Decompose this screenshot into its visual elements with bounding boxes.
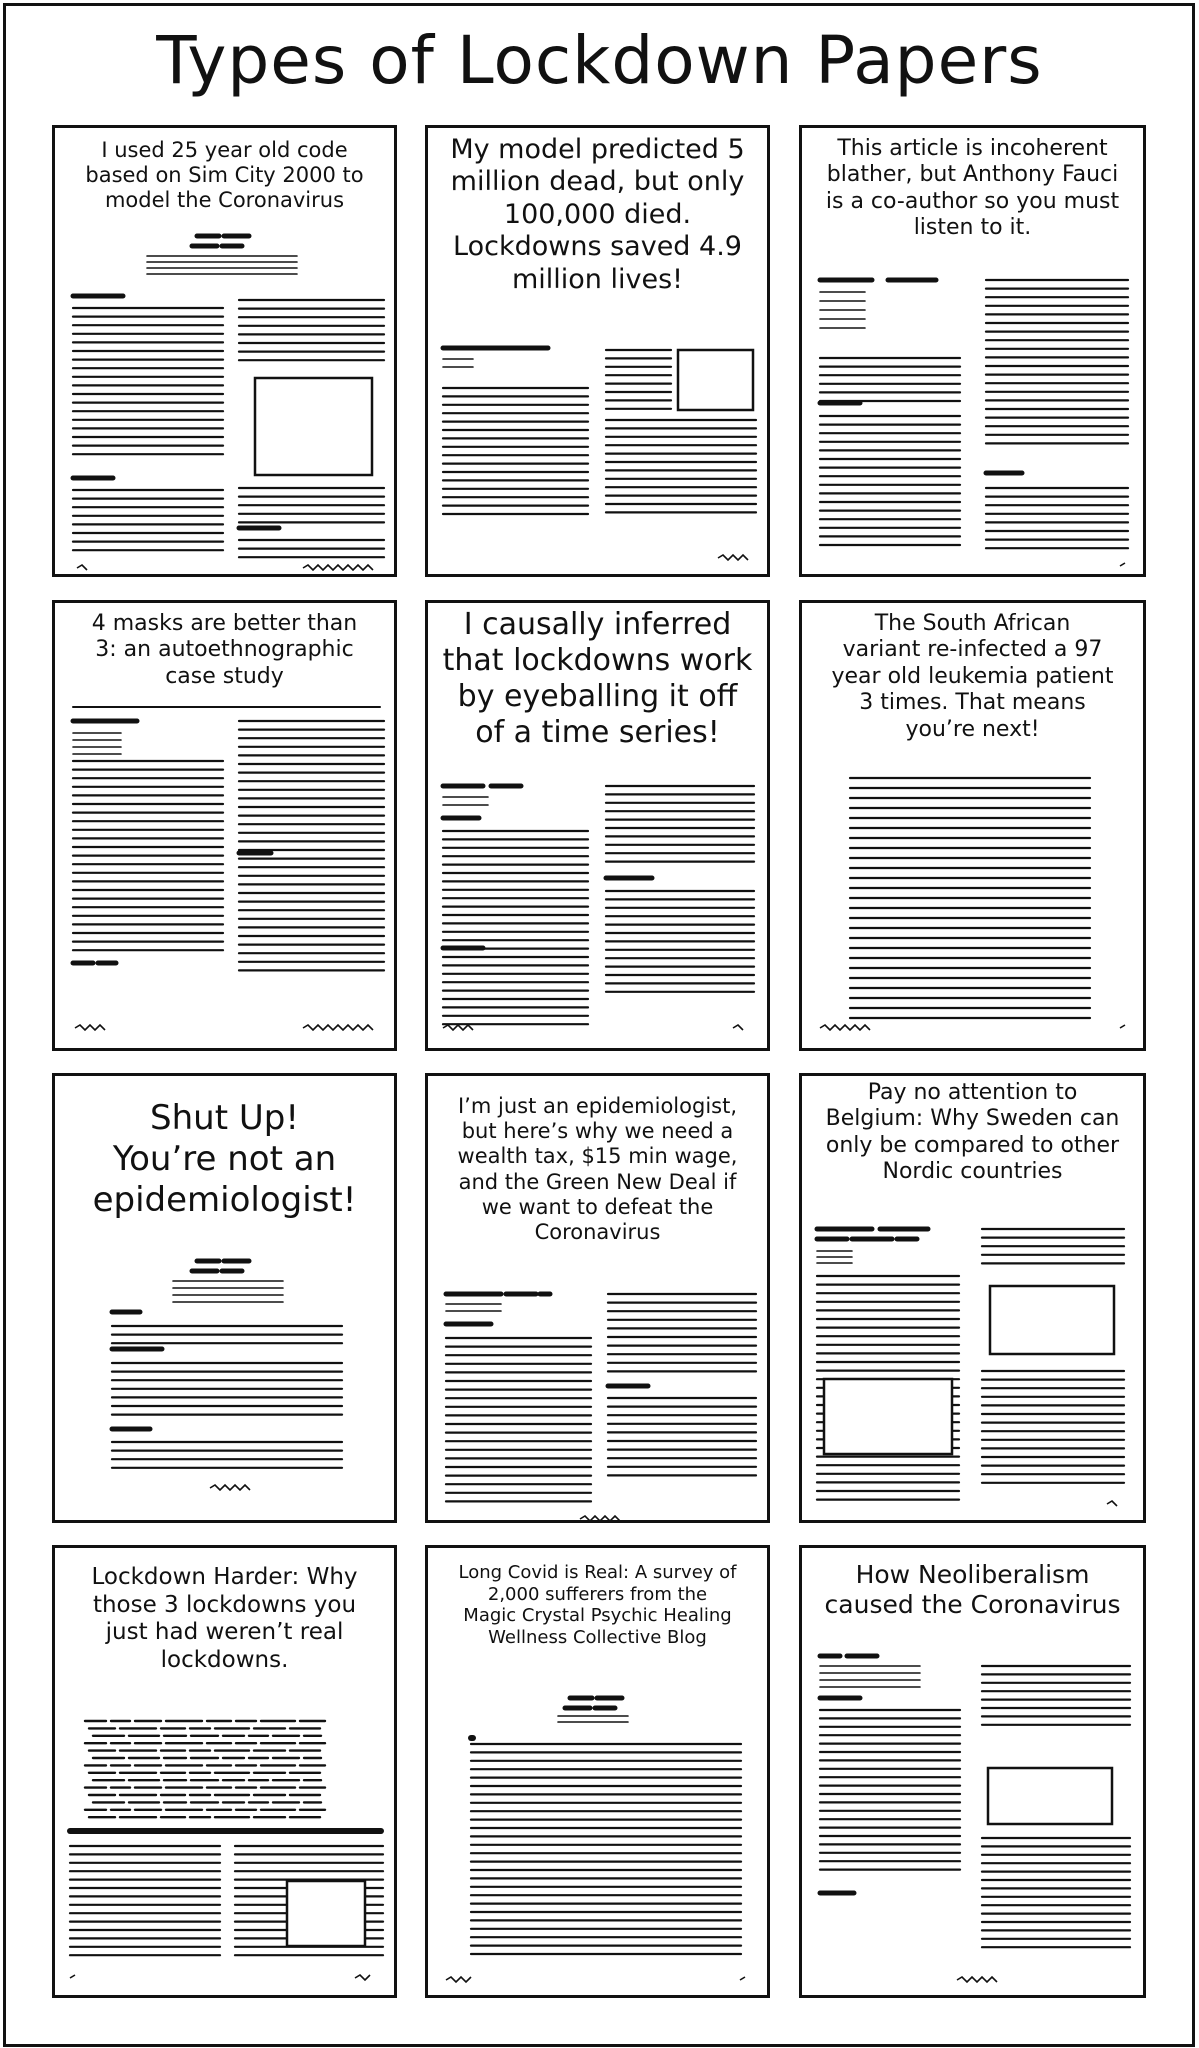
page-number-scribble: [75, 1025, 105, 1030]
figure-box: [824, 1379, 952, 1454]
page-number-scribble: [1120, 1025, 1125, 1028]
panel-title: Lockdown Harder: Why those 3 lockdowns you just had weren’t real lockdowns.: [91, 1564, 358, 1673]
page-number-scribble: [733, 1025, 743, 1030]
panel-title: My model predicted 5 million dead, but only 100,000 died. Lockdowns saved 4.9 million lives!: [450, 134, 745, 295]
page-number-scribble: [580, 1516, 620, 1520]
panel-title: 4 masks are better than 3: an autoethnographic case study: [91, 611, 358, 689]
panel-title: I causally inferred that lockdowns work by eyeballing it off of a time series!: [442, 607, 753, 750]
page-number-scribble: [1107, 1501, 1117, 1506]
page-number-scribble: [1120, 563, 1125, 566]
panel-wealth-tax: [425, 1073, 770, 1523]
page-number-scribble: [355, 1975, 370, 1980]
panel-title: How Neoliberalism caused the Coronavirus: [824, 1560, 1121, 1619]
page-number-scribble: [77, 565, 87, 570]
page-number-scribble: [718, 555, 748, 560]
panel-lives-saved: [425, 125, 770, 577]
figure-box: [988, 1768, 1112, 1824]
panel-south-african-variant: [799, 600, 1146, 1051]
panel-time-series: [425, 600, 770, 1051]
panel-neoliberalism: [799, 1545, 1146, 1998]
page-number-scribble: [820, 1025, 870, 1030]
panel-four-masks: [52, 600, 397, 1051]
panel-shut-up: [52, 1073, 397, 1523]
page-number-scribble: [740, 1977, 745, 1980]
figure-box: [678, 350, 753, 410]
panel-title: Shut Up! You’re not an epidemiologist!: [92, 1098, 357, 1220]
panel-title: I used 25 year old code based on Sim City 2000 to model the Coronavirus: [85, 138, 364, 213]
page-number-scribble: [210, 1485, 250, 1490]
panel-long-covid: [425, 1545, 770, 1998]
figure-box: [990, 1286, 1114, 1354]
panel-title: Pay no attention to Belgium: Why Sweden can only be compared to other Nordic countries: [825, 1080, 1120, 1185]
page-number-scribble: [70, 1975, 75, 1978]
page-number-scribble: [443, 1025, 473, 1030]
page-number-scribble: [446, 1977, 471, 1982]
panel-title: This article is incoherent blather, but Anthony Fauci is a co-author so you must listen to it.: [825, 136, 1120, 241]
figure-box: [255, 378, 372, 475]
panel-title: I’m just an epidemiologist, but here’s why we need a wealth tax, $15 min wage, and the Green New Deal if we want to defeat the Coronavirus: [457, 1094, 738, 1244]
page-number-scribble: [303, 565, 373, 570]
panel-sim-city-model: [52, 125, 397, 577]
panel-fauci-coauthor: [799, 125, 1146, 577]
page-number-scribble: [303, 1025, 373, 1030]
panel-belgium-sweden: [799, 1073, 1146, 1523]
comic-title: Types of Lockdown Papers: [156, 22, 1043, 99]
panel-title: The South African variant re-infected a 97 year old leukemia patient 3 times. That means you’re next!: [831, 611, 1114, 742]
page-number-scribble: [957, 1977, 997, 1982]
figure-box: [287, 1881, 365, 1946]
panel-title: Long Covid is Real: A survey of 2,000 sufferers from the Magic Crystal Psychic Healing Wellness Collective Blog: [458, 1562, 737, 1648]
panel-lockdown-harder: [52, 1545, 397, 1998]
